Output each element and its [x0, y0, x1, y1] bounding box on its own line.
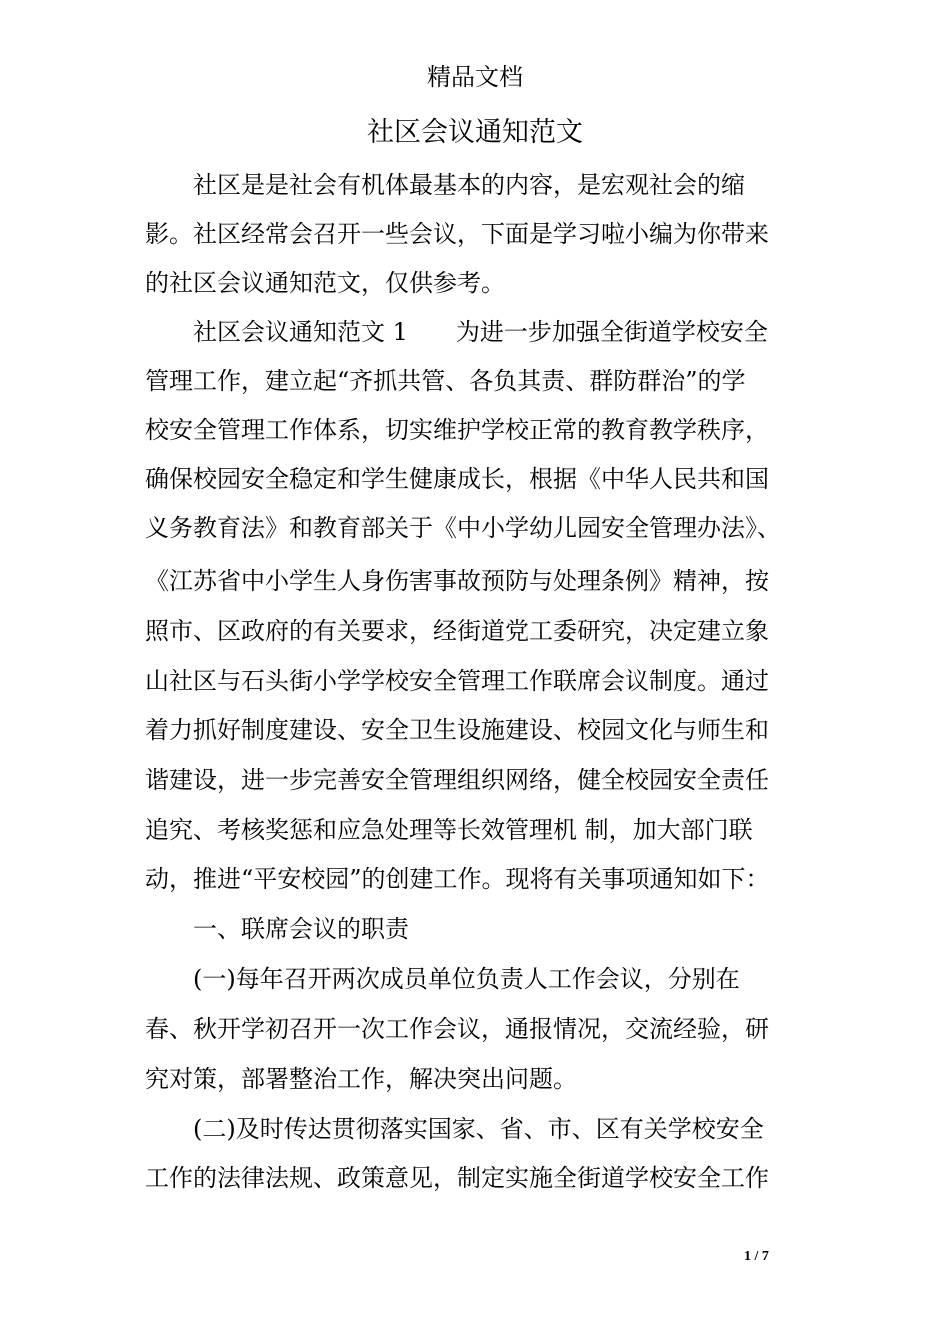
body-line: 义务教育法》和教育部关于《中小学幼儿园安全管理办法》、	[145, 514, 781, 542]
body-line: 究对策，部署整治工作，解决突出问题。	[145, 1065, 577, 1093]
body-line: 确保校园安全稳定和学生健康成长，根据《中华人民共和国	[145, 465, 769, 493]
body-line: 影。社区经常会召开一些会议，下面是学习啦小编为你带来	[145, 220, 769, 248]
body-line: (二)及时传达贯彻落实国家、省、市、区有关学校安全	[145, 1115, 764, 1143]
page-number: 1 / 7	[744, 1249, 769, 1264]
body-line: (一)每年召开两次成员单位负责人工作会议，分别在	[145, 965, 740, 993]
body-line: 春、秋开学初召开一次工作会议，通报情况，交流经验，研	[145, 1015, 769, 1043]
body-line: 动，推进“平安校园”的创建工作。现将有关事项通知如下：	[145, 865, 770, 893]
section-heading: 一、联席会议的职责	[145, 915, 409, 943]
body-line: 管理工作，建立起“齐抓共管、各负其责、群防群治”的学	[145, 367, 746, 395]
body-line: 追究、考核奖惩和应急处理等长效管理机 制，加大部门联	[145, 816, 753, 844]
body-line: 校安全管理工作体系，切实维护学校正常的教育教学秩序，	[145, 416, 769, 444]
body-line: 山社区与石头街小学学校安全管理工作联席会议制度。通过	[145, 667, 769, 695]
document-title: 社区会议通知范文	[367, 117, 583, 148]
body-line: 《江苏省中小学生人身伤害事故预防与处理条例》精神，按	[145, 567, 769, 595]
body-line: 谐建设，进一步完善安全管理组织网络，健全校园安全责任	[145, 766, 769, 794]
body-line: 社区是是社会有机体最基本的内容，是宏观社会的缩	[145, 171, 745, 199]
page-header: 精品文档	[427, 63, 523, 91]
body-line: 着力抓好制度建设、安全卫生设施建设、校园文化与师生和	[145, 716, 769, 744]
body-line: 照市、区政府的有关要求，经街道党工委研究，决定建立象	[145, 617, 769, 645]
body-line: 社区会议通知范文 1 为进一步加强全街道学校安全	[145, 318, 768, 346]
body-line: 工作的法律法规、政策意见，制定实施全街道学校安全工作	[145, 1164, 769, 1192]
body-line: 的社区会议通知范文，仅供参考。	[145, 269, 505, 297]
